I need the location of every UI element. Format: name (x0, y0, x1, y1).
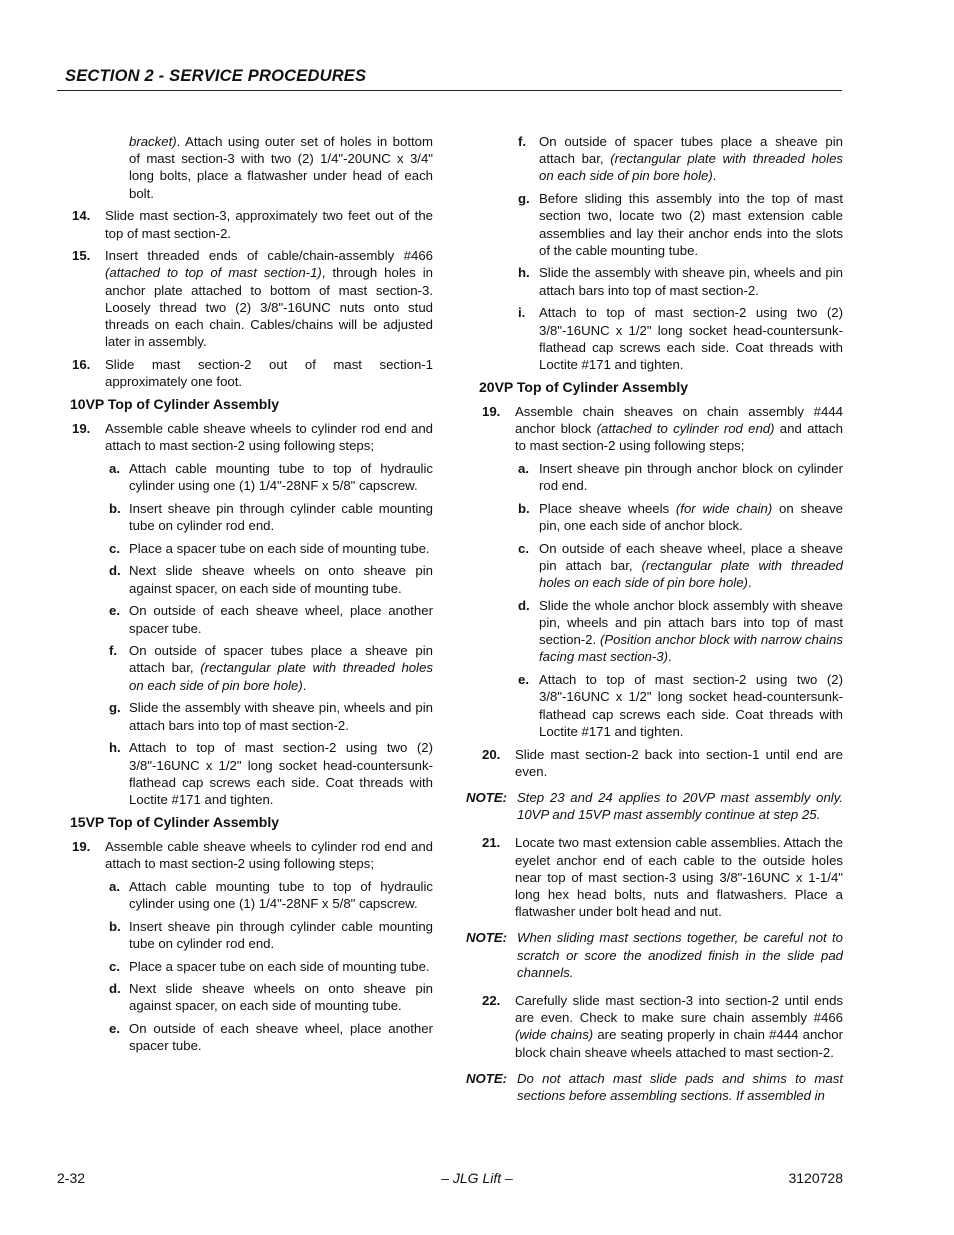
substep-text-italic: (rectangular plate with threaded holes on each side of pin bore hole) (129, 660, 433, 693)
step-text: Slide mast section-2 out of mast section-1 approximately one foot. (105, 356, 433, 390)
note-text: Do not attach mast slide pads and shims to mast sections before assembling sections. If assembled in (517, 1070, 843, 1103)
substep-text-italic: (rectangular plate with threaded holes on each side of pin bore hole) (539, 151, 843, 184)
substep-text: On outside of spacer tubes place a sheave pin attach bar, (129, 643, 433, 676)
note-label: NOTE: (466, 1070, 508, 1086)
step-text: Assemble cable sheave wheels to cylinder rod end and attach to mast section-2 using following steps; (105, 838, 433, 872)
substep-letter: d. (109, 563, 121, 579)
step-19-15vp (68, 838, 433, 872)
substep-text: Slide the whole anchor block assembly with sheave pin, wheels and pin attach bars into top of mast section-2. (539, 597, 843, 648)
step-text: Locate two mast extension cable assemblies. Attach the eyelet anchor end of each cable to the outside holes near top of mast section-3 using 3/8"-16UNC x 1-1/4" long hex head bolts, nuts and flatwashers. Place a flatwasher under bolt head and nut. (515, 835, 843, 920)
step-number: 15. (72, 248, 91, 264)
step-number: 19. (72, 421, 91, 437)
step-text: and attach to mast section-2 using following steps; (515, 421, 843, 454)
step-19-20vp (466, 403, 843, 455)
substep-b (68, 500, 433, 534)
substep-text: On outside of each sheave wheel, place another spacer tube. (129, 1021, 433, 1054)
substep-text-italic: (rectangular plate with threaded holes on each side of pin bore hole) (539, 557, 844, 591)
substep-b (466, 500, 843, 534)
section-title: SECTION 2 - SERVICE PROCEDURES (65, 67, 367, 85)
cont-text: . Attach using outer set of holes in bottom of mast section-3 with two (2) 1/4"-20UNC x 3/4" long bolts, place a flatwasher under head of each bolt. (129, 134, 433, 201)
substep-letter: a. (109, 878, 120, 894)
substep-g (466, 190, 843, 259)
heading-10vp: 10VP Top of Cylinder Assembly (70, 395, 280, 412)
substep-e (68, 602, 433, 636)
substep-text: On outside of each sheave wheel, place another spacer tube. (129, 603, 433, 636)
substep-letter: h. (109, 740, 121, 756)
continued-step (68, 133, 433, 202)
substep-letter: c. (109, 540, 120, 556)
substep-i (466, 304, 843, 373)
substep-letter: c. (518, 540, 529, 556)
substep-text: . (668, 649, 672, 665)
substep-text: Attach to top of mast section-2 using two (2) 3/8"-16UNC x 1/2" long socket head-countersunk-flathead cap screws each side. Coat threads with Loctite #171 and tighten. (129, 740, 433, 807)
note-text: Step 23 and 24 applies to 20VP mast assembly only. 10VP and 15VP mast assembly continue at step 25. (517, 789, 843, 823)
substep-a (68, 878, 433, 912)
substep-f (466, 133, 843, 185)
document-number: 3120728 (788, 1170, 843, 1186)
substep-text: On outside of spacer tubes place a sheave pin attach bar, (539, 134, 843, 167)
step-number: 19. (72, 838, 91, 854)
substep-f (68, 642, 433, 694)
substep-text: On outside of each sheave wheel, place a sheave pin attach bar, (539, 540, 843, 573)
step-text: , through holes in anchor plate attached to bottom of mast section-3. Loosely thread two (2) 3/8"-16UNC nuts onto stud threads on each chain. Cables/chains will be adjusted later in assembly. (105, 265, 433, 350)
substep-letter: b. (109, 918, 121, 934)
substep-text: . (302, 677, 307, 693)
substep-text: Insert sheave pin through cylinder cable mounting tube on cylinder rod end. (129, 500, 433, 534)
substep-text: Attach cable mounting tube to top of hydraulic cylinder using one (1) 1/4"-28NF x 5/8" capscrew. (129, 878, 433, 911)
cont-italic: bracket) (129, 134, 177, 149)
step-text-italic: (attached to cylinder rod end) (596, 421, 775, 437)
step-15 (68, 247, 433, 350)
heading-20vp: 20VP Top of Cylinder Assembly (479, 378, 689, 395)
substep-e (466, 671, 843, 740)
substep-text: Insert sheave pin through anchor block on cylinder rod end. (539, 460, 843, 494)
substep-text: Attach cable mounting tube to top of hydraulic cylinder using one (1) 1/4"-28NF x 5/8" capscrew. (129, 460, 433, 494)
substep-letter: i. (518, 305, 526, 321)
note-label: NOTE: (466, 789, 508, 805)
substep-text: Next slide sheave wheels on onto sheave pin against spacer, on each side of mounting tube. (129, 563, 433, 596)
left-column (68, 133, 433, 1060)
step-14 (68, 207, 433, 241)
substep-text-italic: (Position anchor block with narrow chains facing mast section-3) (539, 632, 843, 665)
substep-text-italic: (for wide chain) (675, 500, 773, 516)
substep-text: Attach to top of mast section-2 using two (2) 3/8"-16UNC x 1/2" long socket head-countersunk-flathead cap screws each side. Coat threads with Loctite #171 and tighten. (539, 672, 843, 739)
substep-e (68, 1020, 433, 1054)
page-header (57, 62, 842, 91)
step-number: 19. (482, 403, 501, 419)
note-1 (466, 789, 843, 823)
step-number: 20. (482, 746, 501, 762)
substep-a (68, 460, 433, 494)
substep-text: Place a spacer tube on each side of mounting tube. (129, 540, 430, 556)
step-number: 22. (482, 992, 501, 1008)
step-19-10vp (68, 420, 433, 454)
step-text: Carefully slide mast section-3 into section-2 until ends are even. Check to make sure chain assembly #466 (515, 992, 843, 1026)
note-2 (466, 929, 843, 981)
substep-text: Insert sheave pin through cylinder cable mounting tube on cylinder rod end. (129, 918, 433, 951)
substep-letter: f. (518, 134, 527, 149)
step-text-italic: (attached to top of mast section-1) (105, 265, 322, 281)
step-text: Slide mast section-2 back into section-1 until end are even. (515, 746, 843, 779)
step-text: are seating properly in chain #444 anchor block chain sheave wheels attached to mast section-2. (515, 1027, 843, 1060)
substep-a (466, 460, 843, 494)
substep-d (68, 562, 433, 596)
substep-d (68, 980, 433, 1014)
step-16 (68, 356, 433, 390)
step-number: 16. (72, 356, 91, 372)
step-text: Insert threaded ends of cable/chain-assembly #466 (105, 248, 433, 264)
note-3 (466, 1070, 843, 1104)
substep-text: Before sliding this assembly into the top of mast section two, locate two (2) mast extension cable assemblies and lay their anchor ends into the slots of the cable mounting tube. (539, 191, 843, 258)
substep-letter: c. (109, 958, 120, 974)
substep-text: Attach to top of mast section-2 using two (2) 3/8"-16UNC x 1/2" long socket head-countersunk-flathead cap screws each side. Coat threads with Loctite #171 and tighten. (539, 305, 843, 372)
substep-text: Slide the assembly with sheave pin, wheels and pin attach bars into top of mast section-2. (129, 700, 433, 733)
substep-letter: a. (518, 460, 529, 476)
note-text: When sliding mast sections together, be careful not to scratch or score the anodized finish in the slide pad channels. (517, 930, 843, 980)
footer-brand: – JLG Lift – (441, 1170, 513, 1186)
step-text: Slide mast section-3, approximately two feet out of the top of mast section-2. (105, 208, 433, 241)
step-number: 21. (482, 835, 501, 851)
substep-letter: e. (109, 603, 120, 619)
step-text: Assemble cable sheave wheels to cylinder rod end and attach to mast section-2 using following steps; (105, 421, 433, 454)
note-label: NOTE: (466, 930, 508, 946)
substep-c (68, 540, 433, 557)
substep-letter: g. (518, 191, 530, 207)
step-text: Assemble chain sheaves on chain assembly #444 anchor block (515, 403, 843, 437)
substep-c (466, 540, 843, 592)
substep-letter: d. (109, 981, 121, 997)
substep-text: Next slide sheave wheels on onto sheave pin against spacer, on each side of mounting tube. (129, 981, 433, 1014)
substep-letter: f. (109, 643, 118, 659)
substep-letter: g. (109, 700, 121, 716)
substep-d (466, 597, 843, 666)
substep-letter: h. (518, 265, 530, 281)
substep-letter: e. (518, 672, 529, 688)
right-column (466, 133, 843, 1115)
heading-15vp: 15VP Top of Cylinder Assembly (70, 813, 280, 830)
substep-text: . (712, 168, 717, 184)
substep-letter: b. (518, 500, 530, 516)
substep-text: Place a spacer tube on each side of mounting tube. (129, 958, 430, 974)
substep-h (68, 739, 433, 808)
substep-text: on sheave pin, one each side of anchor block. (539, 500, 844, 534)
step-22 (466, 992, 843, 1061)
substep-c (68, 958, 433, 975)
substep-letter: b. (109, 500, 121, 516)
step-20 (466, 746, 843, 780)
substep-letter: e. (109, 1021, 120, 1037)
step-number: 14. (72, 208, 91, 224)
substep-text: Place sheave wheels (539, 500, 676, 516)
substep-letter: a. (109, 460, 120, 476)
substep-h (466, 264, 843, 298)
substep-b (68, 918, 433, 952)
substep-g (68, 699, 433, 733)
page-number: 2-32 (57, 1170, 86, 1186)
step-text-italic: (wide chains) (515, 1027, 594, 1043)
substep-letter: d. (518, 597, 530, 613)
step-21 (466, 834, 843, 920)
substep-text: Slide the assembly with sheave pin, wheels and pin attach bars into top of mast section-2. (539, 265, 843, 298)
substep-text: . (747, 575, 752, 591)
